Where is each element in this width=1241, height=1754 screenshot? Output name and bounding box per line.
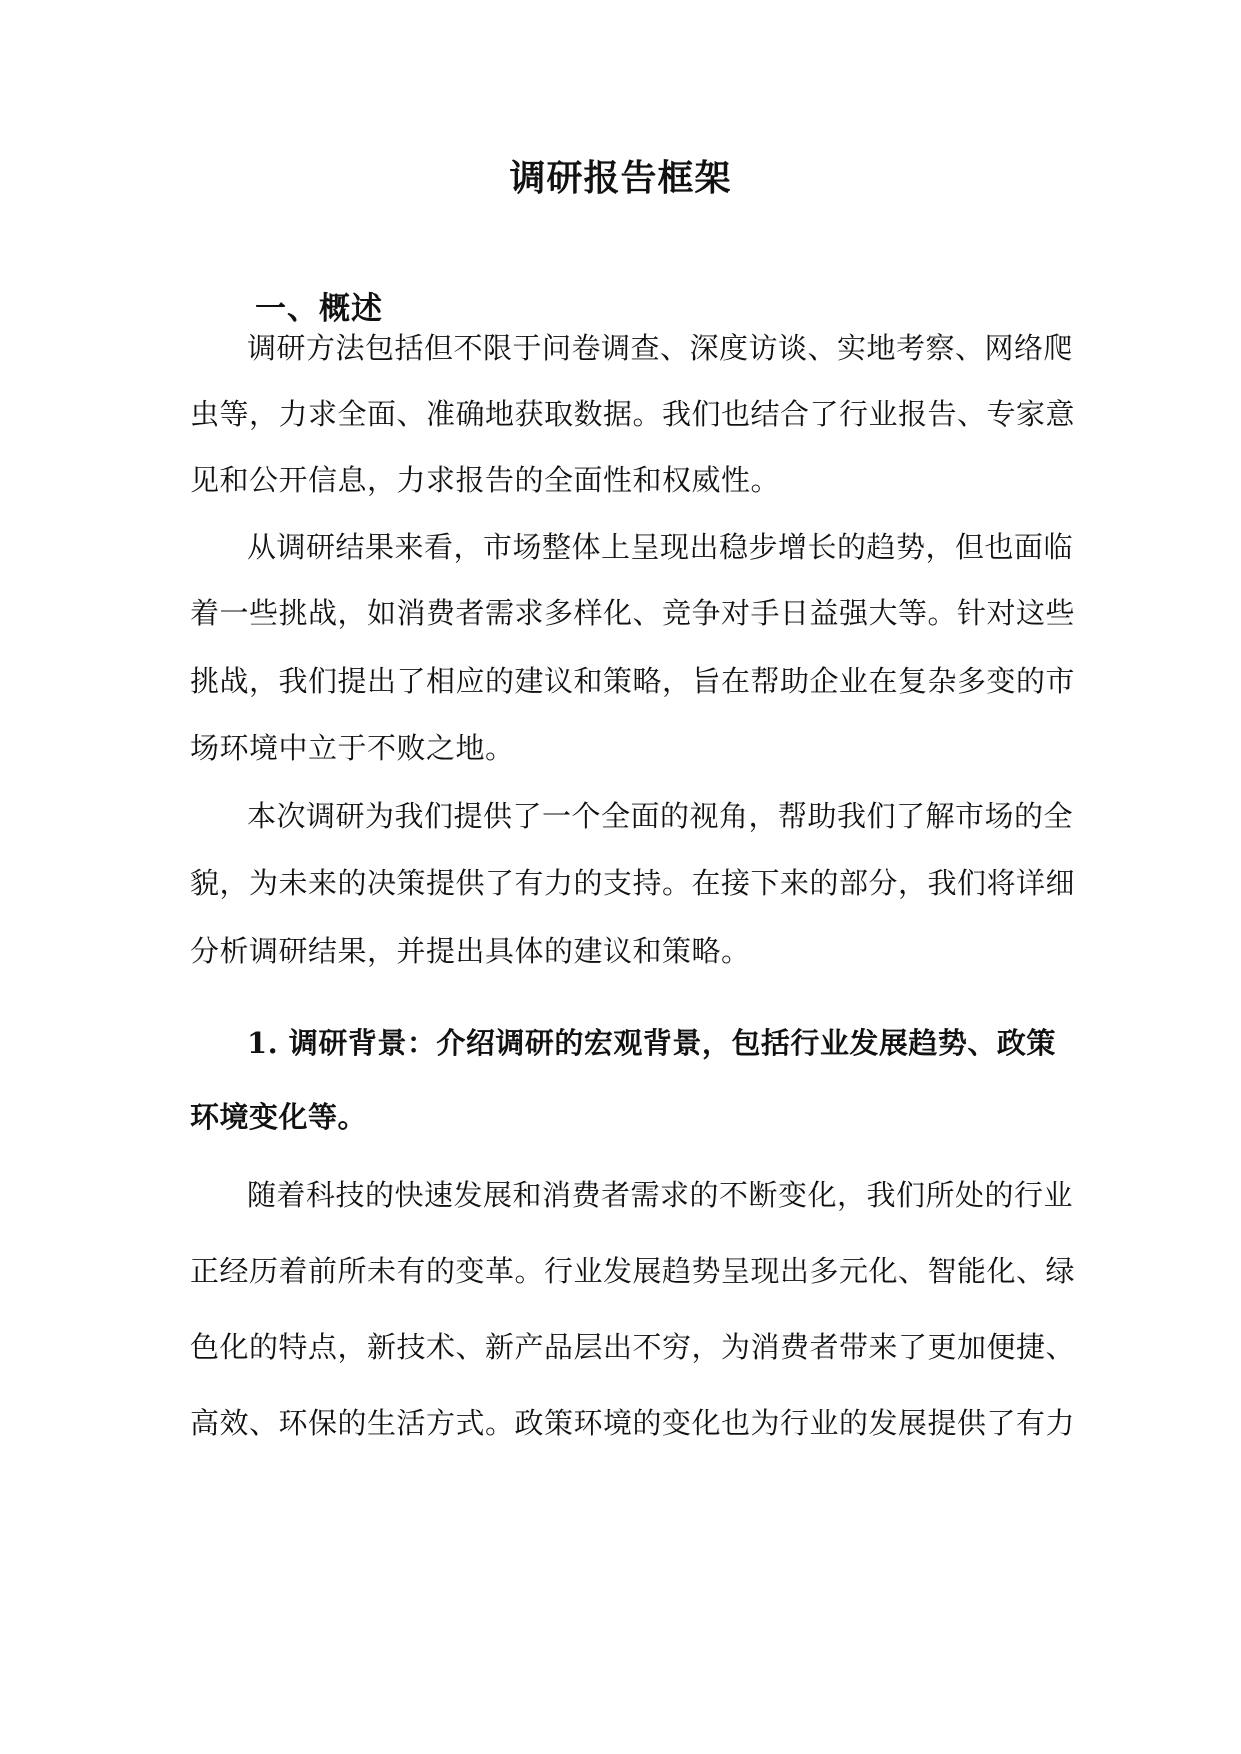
paragraph-line: 场环境中立于不败之地。: [190, 731, 515, 765]
section-heading-overview: 一、概述: [255, 291, 383, 327]
paragraph-line: 随着科技的快速发展和消费者需求的不断变化，我们所处的行业: [247, 1178, 1074, 1212]
paragraph-line: 貌，为未来的决策提供了有力的支持。在接下来的部分，我们将详细: [190, 866, 1076, 900]
paragraph-line: 高效、环保的生活方式。政策环境的变化也为行业的发展提供了有力: [190, 1406, 1076, 1440]
paragraph-line: 分析调研结果，并提出具体的建议和策略。: [190, 934, 751, 968]
paragraph-line: 色化的特点，新技术、新产品层出不穷，为消费者带来了更加便捷、: [190, 1330, 1076, 1364]
paragraph-line: 挑战，我们提出了相应的建议和策略，旨在帮助企业在复杂多变的市: [190, 664, 1076, 698]
paragraph-line: 见和公开信息，力求报告的全面性和权威性。: [190, 463, 781, 497]
paragraph-line: 着一些挑战，如消费者需求多样化、竞争对手日益强大等。针对这些: [190, 596, 1076, 630]
subsection-heading-line: 环境变化等。: [190, 1100, 368, 1134]
paragraph-line: 从调研结果来看，市场整体上呈现出稳步增长的趋势，但也面临: [247, 530, 1074, 564]
paragraph-line: 本次调研为我们提供了一个全面的视角，帮助我们了解市场的全: [247, 799, 1074, 833]
paragraph-line: 正经历着前所未有的变革。行业发展趋势呈现出多元化、智能化、绿: [190, 1254, 1076, 1288]
paragraph-line: 虫等，力求全面、准确地获取数据。我们也结合了行业报告、专家意: [190, 397, 1076, 431]
page-title: 调研报告框架: [509, 157, 732, 199]
subsection-heading-line: 1. 调研背景：介绍调研的宏观背景，包括行业发展趋势、政策: [247, 1026, 1056, 1060]
paragraph-line: 调研方法包括但不限于问卷调查、深度访谈、实地考察、网络爬: [247, 331, 1074, 365]
